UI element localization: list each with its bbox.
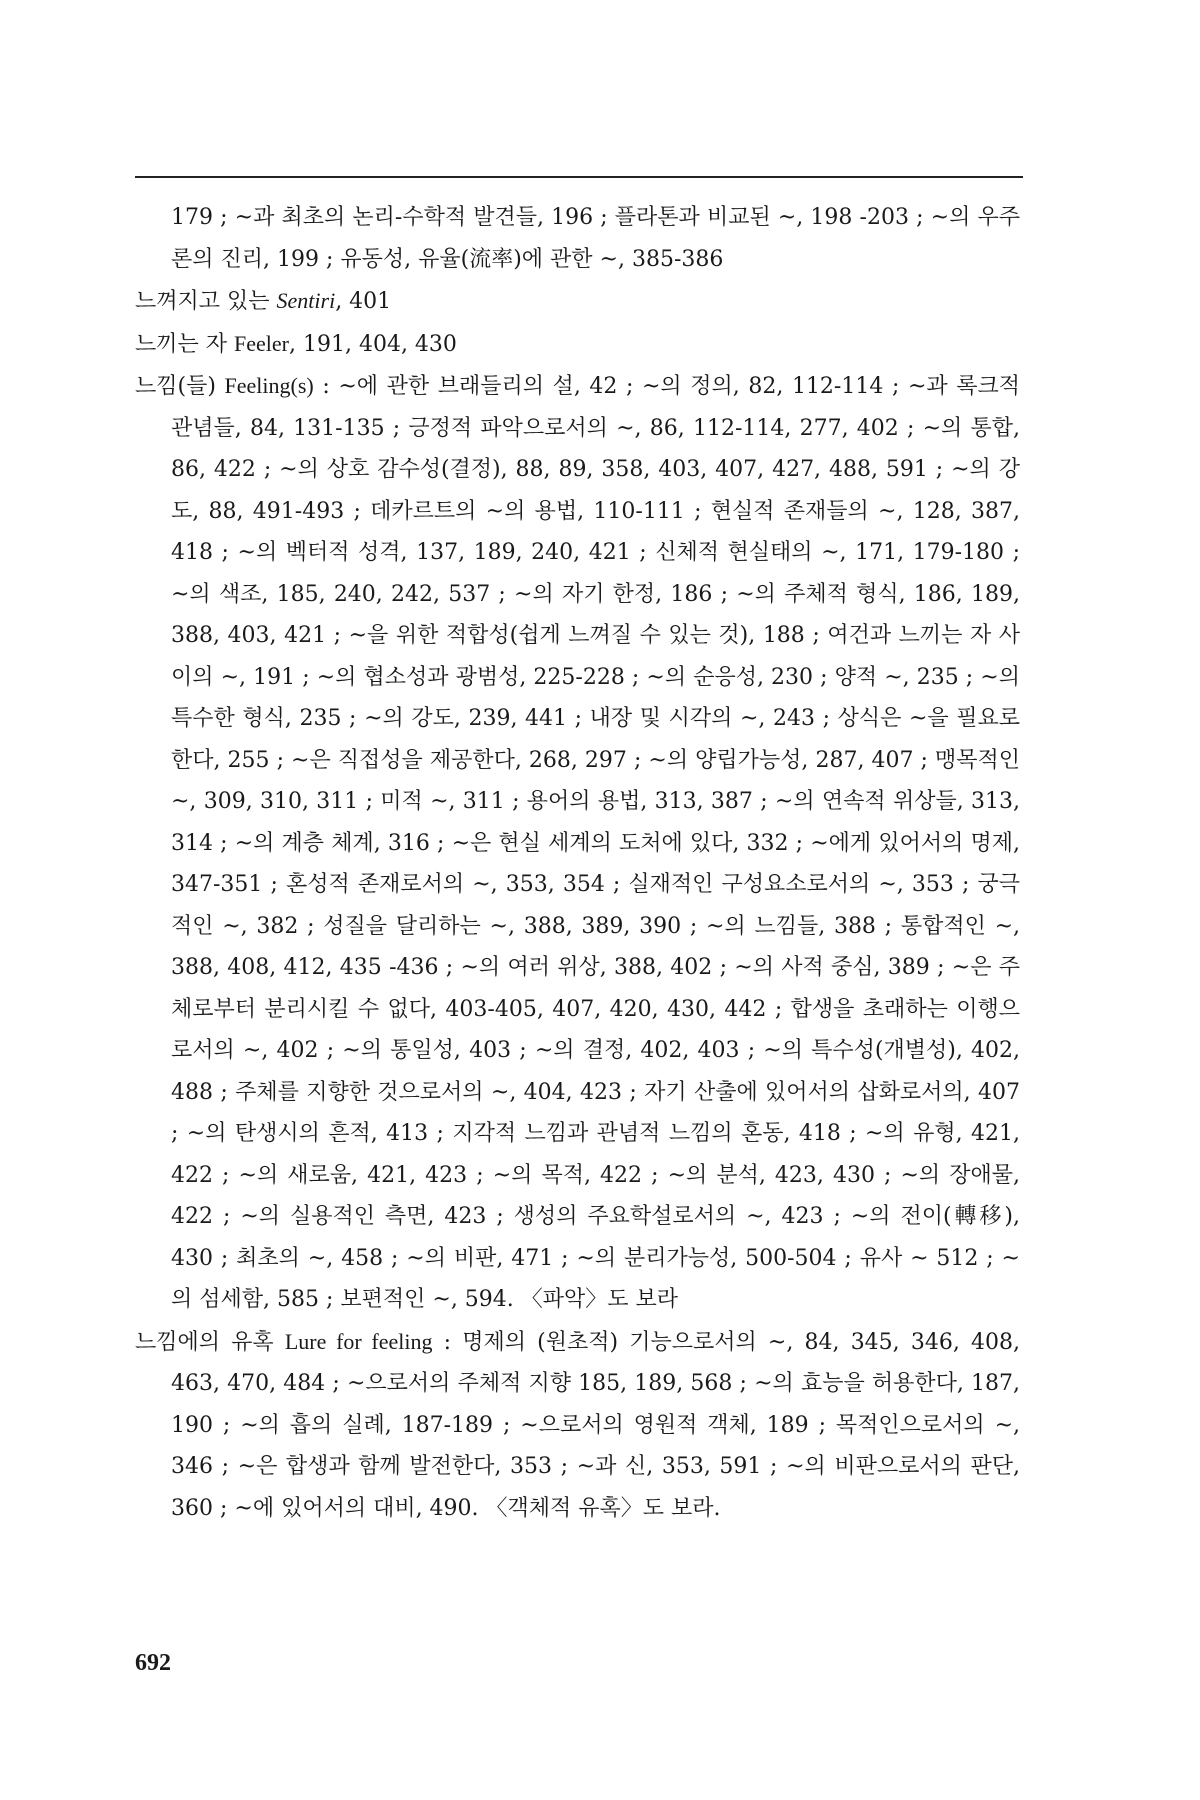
entry-term-en: Feeling(s) — [224, 373, 314, 398]
entry-body: : 명제의 (원초적) 기능으로서의 ~, 84, 345, 346, 408, 463, 470, 484 ; ~으로서의 주체적 지향 185, 189, 568 ; ~의 효능을 허용한다, 187, 190 ; ~의 흡의 실례, 187-189 ; ~으로서의 영원적 객체, 189 ; 목적인으로서의 ~, 346 ; ~은 합생과 함께 발전한다, 353 ; ~과 신, 353, 591 ; ~의 비판으로서의 판단, 360 ; ~에 있어서의 대비, 490. 〈객체적 유혹〉도 보라. — [171, 1329, 1020, 1521]
index-entry — [135, 323, 1020, 366]
entry-term-en: Sentiri — [276, 288, 336, 313]
entry-body: 179 ; ~과 최초의 논리-수학적 발견들, 196 ; 플라톤과 비교된 ~, 198 -203 ; ~의 우주론의 진리, 199 ; 유동성, 유율(流率)에 관한 ~, 385-386 — [171, 205, 1020, 272]
page-number: 692 — [135, 1650, 171, 1676]
entry-body: , 191, 404, 430 — [288, 331, 457, 357]
entry-body: : ~에 관한 브래들리의 설, 42 ; ~의 정의, 82, 112-114 ; ~과 록크적 관념들, 84, 131-135 ; 긍정적 파악으로서의 ~, 86, 112-114, 277, 402 ; ~의 통합, 86, 422 ; ~의 상호 감수성(결정), 88, 89, 358, 403, 407, 427, 488, 591 ; ~의 강도, 88, 491-493 ; 데카르트의 ~의 용법, 110-111 ; 현실적 존재들의 ~, 128, 387, 418 ; ~의 벡터적 성격, 137, 189, 240, 421 ; 신체적 현실태의 ~, 171, 179-180 ; ~의 색조, 185, 240, 242, 537 ; ~의 자기 한정, 186 ; ~의 주체적 형식, 186, 189, 388, 403, 421 ; ~을 위한 적합성(쉽게 느껴질 수 있는 것), 188 ; 여건과 느끼는 자 사이의 ~, 191 ; ~의 협소성과 광범성, 225-228 ; ~의 순응성, 230 ; 양적 ~, 235 ; ~의 특수한 형식, 235 ; ~의 강도, 239, 441 ; 내장 및 시각의 ~, 243 ; 상식은 ~을 필요로 한다, 255 ; ~은 직접성을 제공한다, 268, 297 ; ~의 양립가능성, 287, 407 ; 맹목적인 ~, 309, 310, 311 ; 미적 ~, 311 ; 용어의 용법, 313, 387 ; ~의 연속적 위상들, 313, 314 ; ~의 계층 체계, 316 ; ~은 현실 세계의 도처에 있다, 332 ; ~에게 있어서의 명제, 347-351 ; 혼성적 존재로서의 ~, 353, 354 ; 실재적인 구성요소로서의 ~, 353 ; 궁극적인 ~, 382 ; 성질을 달리하는 ~, 388, 389, 390 ; ~의 느낌들, 388 ; 통합적인 ~, 388, 408, 412, 435 -436 ; ~의 여러 위상, 388, 402 ; ~의 사적 중심, 389 ; ~은 주체로부터 분리시킬 수 없다, 403-405, 407, 420, 430, 442 ; 합생을 초래하는 이행으로서의 ~, 402 ; ~의 통일성, 403 ; ~의 결정, 402, 403 ; ~의 특수성(개별성), 402, 488 ; 주체를 지향한 것으로서의 ~, 404, 423 ; 자기 산출에 있어서의 삽화로서의, 407 ; ~의 탄생시의 흔적, 413 ; 지각적 느낌과 관념적 느낌의 혼동, 418 ; ~의 유형, 421, 422 ; ~의 새로움, 421, 423 ; ~의 목적, 422 ; ~의 분석, 423, 430 ; ~의 장애물, 422 ; ~의 실용적인 측면, 423 ; 생성의 주요학설로서의 ~, 423 ; ~의 전이(轉移), 430 ; 최초의 ~, 458 ; ~의 비판, 471 ; ~의 분리가능성, 500-504 ; 유사 ~ 512 ; ~의 섬세함, 585 ; 보편적인 ~, 594. 〈파악〉도 보라 — [171, 374, 1020, 1312]
index-entry — [135, 1321, 1020, 1530]
entry-term: 느껴지고 있는 — [135, 289, 270, 314]
entry-body: , 401 — [335, 289, 392, 314]
entry-term: 느낌(들) — [135, 374, 216, 399]
entry-term: 느끼는 자 — [135, 331, 228, 357]
index-entry — [135, 365, 1020, 1321]
entry-term-en: Lure for feeling — [284, 1328, 433, 1354]
index-entry — [135, 280, 1020, 323]
top-rule — [135, 176, 1023, 178]
index-entry-continuation — [135, 197, 1020, 280]
entry-term: 느낌에의 유혹 — [135, 1329, 274, 1355]
entry-term-en: Feeler — [234, 330, 289, 356]
index-entries — [135, 197, 1020, 1529]
